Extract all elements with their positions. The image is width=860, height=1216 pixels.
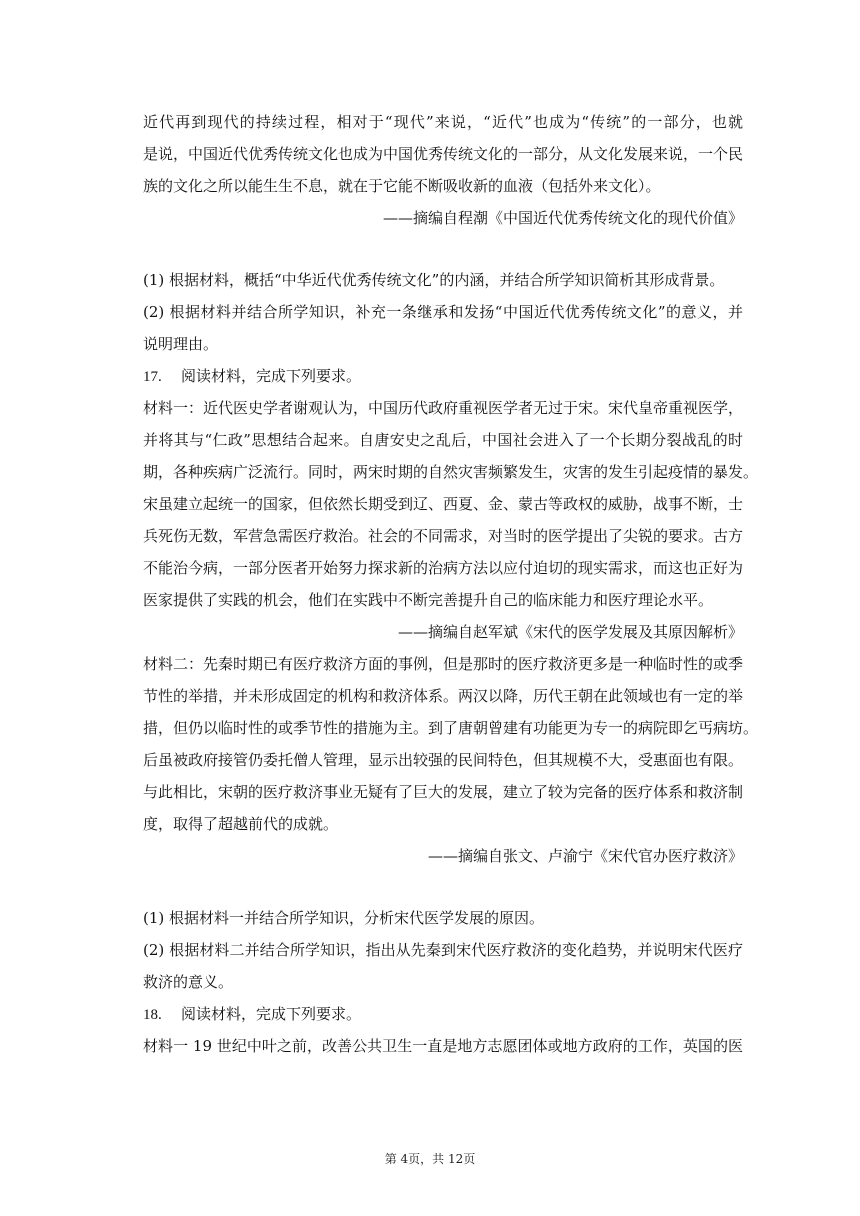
question-heading	[143, 998, 743, 1030]
question-18	[143, 998, 743, 1062]
question-item: 说明理由。	[143, 335, 219, 353]
spacer	[143, 872, 743, 902]
question-17	[143, 360, 759, 998]
question-item: (2) 根据材料并结合所学知识，补充一条继承和发扬“中国近代优秀传统文化”的意义，并	[143, 303, 743, 321]
paragraph-line: 材料二：先秦时期已有医疗救济方面的事例，但是那时的医疗救济更多是一种临时性的或季	[143, 655, 744, 673]
paragraph-line: 材料一：近代医史学者谢观认为，中国历代政府重视医学者无过于宋。宋代皇帝重视医学，	[143, 399, 744, 417]
paragraph-line: 措，但仍以临时性的或季节性的措施为主。到了唐朝曾建有功能更为专一的病院即乞丐病坊。	[143, 719, 759, 737]
material-2	[143, 648, 759, 872]
question-number: 18.	[143, 1007, 162, 1023]
paragraph-line: 族的文化之所以能生生不息，就在于它能不断吸收新的血液（包括外来文化）。	[143, 177, 661, 195]
paragraph-line: 材料一 19 世纪中叶之前，改善公共卫生一直是地方志愿团体或地方政府的工作，英国的医	[143, 1037, 743, 1055]
paragraph-line: 与此相比，宋朝的医疗救济事业无疑有了巨大的发展，建立了较为完备的医疗体系和救济制	[143, 783, 744, 801]
questions-16	[143, 264, 743, 360]
paragraph-line: 宋虽建立起统一的国家，但依然长期受到辽、西夏、金、蒙古等政权的威胁，战事不断，士	[143, 495, 744, 513]
paragraph-line: 是说，中国近代优秀传统文化也成为中国优秀传统文化的一部分，从文化发展来说，一个民	[143, 145, 744, 163]
questions-17	[143, 902, 743, 998]
paragraph-line: 兵死伤无数，军营急需医疗救治。社会的不同需求，对当时的医学提出了尖锐的要求。古方	[143, 527, 744, 545]
question-item: (2) 根据材料二并结合所学知识，指出从先秦到宋代医疗救济的变化趋势，并说明宋代医疗	[143, 941, 743, 959]
question-heading	[143, 360, 743, 392]
question-number: 17.	[143, 369, 162, 385]
page-footer: 第 4页，共 12页	[384, 1152, 476, 1166]
paragraph-line: 近代再到现代的持续过程，相对于“现代”来说，“近代”也成为“传统”的一部分，也就	[143, 113, 743, 131]
question-item: 救济的意义。	[143, 973, 234, 991]
paragraph-line: 度，取得了超越前代的成就。	[143, 815, 339, 833]
question-item: (1) 根据材料一并结合所学知识，分析宋代医学发展的原因。	[143, 909, 545, 927]
question-title: 阅读材料，完成下列要求。	[181, 1005, 362, 1023]
paragraph-line: 医家提供了实践的机会，他们在实践中不断完善提升自己的临床能力和医疗理论水平。	[143, 591, 714, 609]
spacer	[143, 234, 743, 264]
material-1	[143, 392, 759, 648]
source-citation: ——摘编自张文、卢渝宁《宋代官办医疗救济》	[427, 847, 743, 865]
page-content	[143, 106, 759, 1062]
material-16-tail	[143, 106, 743, 234]
paragraph-line: 不能治今病，一部分医者开始努力探求新的治病方法以应付迫切的现实需求，而这也正好为	[143, 559, 744, 577]
paragraph-line: 节性的举措，并未形成固定的机构和救济体系。两汉以降，历代王朝在此领域也有一定的举	[143, 687, 744, 705]
question-item: (1) 根据材料，概括“中华近代优秀传统文化”的内涵，并结合所学知识简析其形成背景。	[143, 271, 725, 289]
question-title: 阅读材料，完成下列要求。	[181, 367, 362, 385]
paragraph-line: 后虽被政府接管仍委托僧人管理，显示出较强的民间特色，但其规模不大，受惠面也有限。	[143, 751, 744, 769]
source-citation: ——摘编自赵军斌《宋代的医学发展及其原因解析》	[397, 623, 743, 641]
source-citation: ——摘编自程潮《中国近代优秀传统文化的现代价值》	[382, 209, 743, 227]
paragraph-line: 期，各种疾病广泛流行。同时，两宋时期的自然灾害频繁发生，灾害的发生引起疫情的暴发。	[143, 463, 759, 481]
paragraph-line: 并将其与“仁政”思想结合起来。自唐安史之乱后，中国社会进入了一个长期分裂战乱的时	[143, 431, 743, 449]
